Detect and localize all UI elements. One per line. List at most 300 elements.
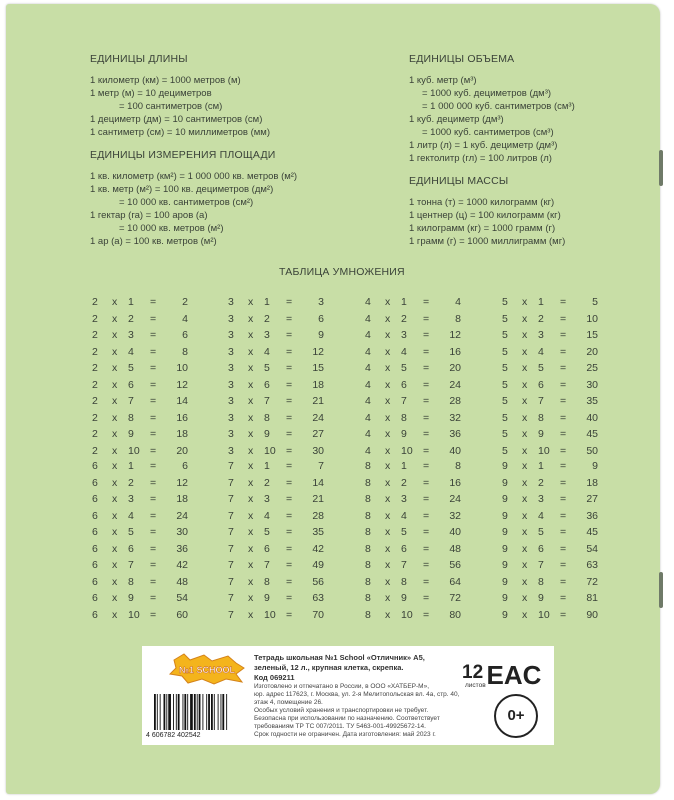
- equals-sign: =: [286, 493, 293, 505]
- multiplier: 10: [538, 608, 550, 621]
- area-line: 1 кв. метр (м²) = 100 кв. дециметров (дм²): [90, 184, 274, 195]
- product: 18: [586, 476, 598, 489]
- times-sign: x: [385, 526, 391, 538]
- product: 64: [449, 575, 461, 588]
- product: 28: [449, 395, 461, 407]
- times-sign: x: [385, 592, 391, 604]
- equals-sign: =: [423, 460, 430, 472]
- equals-sign: =: [286, 460, 293, 472]
- equals-sign: =: [560, 559, 567, 571]
- multiplicand: 3: [228, 411, 234, 424]
- times-sign: x: [385, 329, 391, 341]
- times-sign: x: [112, 493, 118, 505]
- product: 36: [586, 509, 598, 522]
- equals-sign: =: [423, 493, 430, 505]
- info-line: Безопасна при использовании по назначению. Соответствует: [254, 715, 440, 722]
- multiplicand: 6: [92, 592, 98, 604]
- multiplicand: 7: [228, 509, 234, 522]
- times-sign: x: [522, 509, 528, 522]
- mass-line: 1 грамм (г) = 1000 миллиграмм (мг): [409, 236, 566, 247]
- area-units-title: ЕДИНИЦЫ ИЗМЕРЕНИЯ ПЛОЩАДИ: [90, 149, 276, 161]
- multiplicand: 9: [502, 575, 508, 588]
- volume-line: 1 гектолитр (гл) = 100 литров (л): [409, 153, 552, 164]
- info-line: требованиям ТР ТС 007/2011. ТУ 5463-001-49925672-14.: [254, 723, 426, 730]
- multiplicand: 5: [502, 411, 508, 424]
- product: 14: [312, 476, 324, 489]
- multiplicand: 9: [502, 476, 508, 489]
- multiplier: 5: [401, 526, 407, 538]
- times-sign: x: [248, 329, 254, 341]
- times-sign: x: [112, 542, 118, 555]
- multiplier: 7: [401, 395, 407, 407]
- equals-sign: =: [150, 509, 157, 522]
- multiplicand: 7: [228, 575, 234, 588]
- multiplicand: 4: [365, 345, 371, 358]
- equals-sign: =: [560, 575, 567, 588]
- product: 30: [312, 444, 324, 457]
- equals-sign: =: [150, 329, 157, 341]
- product: 40: [449, 444, 461, 457]
- equals-sign: =: [423, 329, 430, 341]
- school-logo: [170, 654, 244, 684]
- multiplicand: 8: [365, 460, 371, 472]
- multiplier: 10: [401, 608, 413, 621]
- product: 6: [182, 329, 188, 341]
- multiplicand: 4: [365, 362, 371, 374]
- product: 42: [176, 559, 188, 571]
- multiplicand: 4: [365, 312, 371, 325]
- age-rating-badge: 0+: [494, 694, 538, 738]
- product: 45: [586, 428, 598, 440]
- times-sign: x: [248, 444, 254, 457]
- equals-sign: =: [286, 444, 293, 457]
- multiplier: 7: [128, 559, 134, 571]
- multiplier: 1: [128, 296, 134, 308]
- volume-line: = 1000 куб. дециметров (дм³): [422, 88, 552, 99]
- svg-text:EAC: EAC: [486, 660, 542, 690]
- multiplicand: 6: [92, 509, 98, 522]
- times-sign: x: [522, 526, 528, 538]
- multiplier: 5: [128, 526, 134, 538]
- product: 25: [586, 362, 598, 374]
- product: 80: [449, 608, 461, 621]
- equals-sign: =: [423, 592, 430, 604]
- multiplicand: 3: [228, 395, 234, 407]
- product: 45: [586, 526, 598, 538]
- equals-sign: =: [286, 378, 293, 391]
- staple-mark: [659, 572, 663, 608]
- multiplier: 2: [264, 312, 270, 325]
- times-sign: x: [248, 608, 254, 621]
- product: 24: [176, 509, 188, 522]
- times-sign: x: [522, 559, 528, 571]
- product: 12: [176, 476, 188, 489]
- length-line: = 100 сантиметров (см): [119, 101, 223, 112]
- times-sign: x: [385, 378, 391, 391]
- multiplier: 7: [538, 395, 544, 407]
- multiplicand: 9: [502, 559, 508, 571]
- length-line: 1 километр (км) = 1000 метров (м): [90, 75, 241, 86]
- product-name-line: Тетрадь школьная №1 School «Отличник» А5,: [254, 653, 425, 662]
- product: 42: [312, 542, 324, 555]
- svg-text:№1 SCHOOL: №1 SCHOOL: [178, 665, 236, 675]
- equals-sign: =: [560, 542, 567, 555]
- multiplicand: 2: [92, 444, 98, 457]
- times-sign: x: [112, 345, 118, 358]
- multiplicand: 7: [228, 608, 234, 621]
- times-sign: x: [248, 592, 254, 604]
- product: 18: [312, 378, 324, 391]
- product: 32: [449, 509, 461, 522]
- product: 8: [182, 345, 188, 358]
- equals-sign: =: [560, 296, 567, 308]
- multiplicand: 5: [502, 362, 508, 374]
- multiplicand: 7: [228, 460, 234, 472]
- multiplier: 6: [128, 542, 134, 555]
- multiplier: 10: [264, 444, 276, 457]
- equals-sign: =: [560, 526, 567, 538]
- times-sign: x: [248, 296, 254, 308]
- multiplier: 1: [401, 460, 407, 472]
- equals-sign: =: [423, 608, 430, 621]
- equals-sign: =: [560, 476, 567, 489]
- multiplicand: 4: [365, 411, 371, 424]
- multiplier: 4: [128, 509, 134, 522]
- multiplier: 2: [401, 476, 407, 489]
- product: 56: [449, 559, 461, 571]
- multiplier: 2: [128, 476, 134, 489]
- multiplier: 9: [264, 592, 270, 604]
- multiplier: 6: [264, 378, 270, 391]
- multiplier: 4: [538, 345, 544, 358]
- equals-sign: =: [286, 526, 293, 538]
- info-line: Особых условий хранения и транспортировки не требует.: [254, 707, 429, 714]
- times-sign: x: [248, 345, 254, 358]
- volume-line: = 1 000 000 куб. сантиметров (см³): [422, 101, 575, 112]
- product: 32: [449, 411, 461, 424]
- multiplier: 8: [128, 411, 134, 424]
- info-line: Изготовлено и отпечатано в России, в ООО «ХАТБЕР-М»,: [254, 683, 430, 690]
- equals-sign: =: [286, 296, 293, 308]
- product: 2: [182, 296, 188, 308]
- multiplier: 2: [264, 476, 270, 489]
- multiplier: 9: [264, 428, 270, 440]
- product: 48: [176, 575, 188, 588]
- times-sign: x: [112, 395, 118, 407]
- times-sign: x: [522, 460, 528, 472]
- product: 9: [592, 460, 598, 472]
- product: 16: [449, 476, 461, 489]
- equals-sign: =: [150, 575, 157, 588]
- multiplier: 2: [538, 476, 544, 489]
- equals-sign: =: [150, 460, 157, 472]
- product: 48: [449, 542, 461, 555]
- product: 21: [312, 395, 324, 407]
- length-line: 1 дециметр (дм) = 10 сантиметров (см): [90, 114, 263, 125]
- product: 35: [586, 395, 598, 407]
- product: 63: [586, 559, 598, 571]
- product: 30: [586, 378, 598, 391]
- multiplier: 1: [264, 296, 270, 308]
- multiplicand: 3: [228, 329, 234, 341]
- multiplier: 6: [401, 542, 407, 555]
- times-sign: x: [248, 559, 254, 571]
- times-sign: x: [522, 296, 528, 308]
- multiplier: 10: [128, 608, 140, 621]
- equals-sign: =: [150, 476, 157, 489]
- multiplier: 9: [401, 592, 407, 604]
- equals-sign: =: [560, 329, 567, 341]
- times-sign: x: [522, 329, 528, 341]
- equals-sign: =: [286, 575, 293, 588]
- multiplier: 8: [538, 411, 544, 424]
- equals-sign: =: [286, 509, 293, 522]
- equals-sign: =: [286, 312, 293, 325]
- multiplier: 1: [128, 460, 134, 472]
- times-sign: x: [112, 460, 118, 472]
- sheets-count: 12: [462, 662, 484, 683]
- equals-sign: =: [560, 460, 567, 472]
- multiplier: 8: [128, 575, 134, 588]
- times-sign: x: [248, 526, 254, 538]
- area-line: = 10 000 кв. метров (м²): [119, 223, 224, 234]
- multiplier: 9: [128, 428, 134, 440]
- times-sign: x: [112, 444, 118, 457]
- product: 36: [449, 428, 461, 440]
- multiplier: 9: [538, 428, 544, 440]
- times-sign: x: [112, 411, 118, 424]
- multiplicand: 8: [365, 476, 371, 489]
- multiplicand: 2: [92, 428, 98, 440]
- multiplicand: 6: [92, 460, 98, 472]
- multiplier: 7: [401, 559, 407, 571]
- multiplicand: 5: [502, 345, 508, 358]
- product: 16: [176, 411, 188, 424]
- times-sign: x: [112, 509, 118, 522]
- equals-sign: =: [286, 608, 293, 621]
- multiplier: 8: [538, 575, 544, 588]
- multiplier: 9: [401, 428, 407, 440]
- product: 35: [312, 526, 324, 538]
- equals-sign: =: [423, 575, 430, 588]
- sheets-label: листов: [465, 682, 486, 689]
- equals-sign: =: [423, 509, 430, 522]
- area-line: = 10 000 кв. сантиметров (см²): [119, 197, 254, 208]
- product: 7: [318, 460, 324, 472]
- info-line: этаж 4, помещение 26.: [254, 699, 323, 706]
- multiplicand: 4: [365, 329, 371, 341]
- multiplier: 8: [264, 575, 270, 588]
- times-sign: x: [385, 345, 391, 358]
- volume-line: 1 куб. метр (м³): [409, 75, 477, 86]
- multiplicand: 7: [228, 526, 234, 538]
- product: 72: [449, 592, 461, 604]
- product: 18: [176, 428, 188, 440]
- multiplicand: 3: [228, 296, 234, 308]
- multiplicand: 2: [92, 378, 98, 391]
- times-sign: x: [248, 575, 254, 588]
- multiplicand: 5: [502, 296, 508, 308]
- times-sign: x: [522, 312, 528, 325]
- equals-sign: =: [560, 362, 567, 374]
- equals-sign: =: [423, 345, 430, 358]
- product: 20: [176, 444, 188, 457]
- multiplier: 5: [264, 526, 270, 538]
- times-sign: x: [385, 460, 391, 472]
- multiplier: 7: [264, 395, 270, 407]
- barcode-digits: 4 606782 402542: [146, 732, 201, 739]
- barcode: [152, 694, 250, 732]
- times-sign: x: [112, 559, 118, 571]
- times-sign: x: [522, 493, 528, 505]
- equals-sign: =: [560, 444, 567, 457]
- equals-sign: =: [150, 362, 157, 374]
- equals-sign: =: [286, 345, 293, 358]
- multiplier: 3: [538, 329, 544, 341]
- equals-sign: =: [286, 559, 293, 571]
- times-sign: x: [248, 509, 254, 522]
- multiplicand: 6: [92, 608, 98, 621]
- equals-sign: =: [150, 428, 157, 440]
- times-sign: x: [385, 575, 391, 588]
- equals-sign: =: [423, 559, 430, 571]
- multiplicand: 9: [502, 460, 508, 472]
- times-sign: x: [248, 312, 254, 325]
- product: 28: [312, 509, 324, 522]
- product: 40: [586, 411, 598, 424]
- times-sign: x: [112, 608, 118, 621]
- equals-sign: =: [150, 296, 157, 308]
- times-sign: x: [248, 362, 254, 374]
- equals-sign: =: [150, 559, 157, 571]
- multiplier: 1: [538, 296, 544, 308]
- times-sign: x: [522, 345, 528, 358]
- product: 6: [318, 312, 324, 325]
- times-sign: x: [112, 362, 118, 374]
- product: 8: [455, 460, 461, 472]
- multiplier: 6: [538, 378, 544, 391]
- times-sign: x: [248, 378, 254, 391]
- multiplicand: 7: [228, 476, 234, 489]
- multiplicand: 2: [92, 362, 98, 374]
- equals-sign: =: [560, 345, 567, 358]
- equals-sign: =: [560, 395, 567, 407]
- multiplicand: 8: [365, 575, 371, 588]
- times-sign: x: [248, 428, 254, 440]
- multiplicand: 9: [502, 493, 508, 505]
- multiplier: 4: [401, 509, 407, 522]
- volume-line: 1 куб. дециметр (дм³): [409, 114, 504, 125]
- times-sign: x: [385, 608, 391, 621]
- product: 49: [312, 559, 324, 571]
- mass-line: 1 центнер (ц) = 100 килограмм (кг): [409, 210, 561, 221]
- product: 50: [586, 444, 598, 457]
- product: 30: [176, 526, 188, 538]
- equals-sign: =: [150, 493, 157, 505]
- times-sign: x: [112, 296, 118, 308]
- times-sign: x: [522, 444, 528, 457]
- times-sign: x: [385, 542, 391, 555]
- multiplier: 5: [401, 362, 407, 374]
- equals-sign: =: [423, 362, 430, 374]
- multiplicand: 4: [365, 378, 371, 391]
- equals-sign: =: [286, 592, 293, 604]
- times-sign: x: [522, 428, 528, 440]
- times-sign: x: [385, 559, 391, 571]
- eac-mark-icon: [486, 658, 542, 690]
- product: 15: [586, 329, 598, 341]
- multiplier: 8: [401, 575, 407, 588]
- times-sign: x: [112, 378, 118, 391]
- multiplier: 3: [128, 493, 134, 505]
- product: 27: [586, 493, 598, 505]
- product: 18: [176, 493, 188, 505]
- multiplier: 10: [264, 608, 276, 621]
- equals-sign: =: [286, 411, 293, 424]
- mass-line: 1 тонна (т) = 1000 килограмм (кг): [409, 197, 555, 208]
- times-sign: x: [248, 395, 254, 407]
- product: 54: [586, 542, 598, 555]
- multiplier: 3: [264, 493, 270, 505]
- multiplier: 4: [264, 345, 270, 358]
- equals-sign: =: [560, 312, 567, 325]
- multiplier: 6: [264, 542, 270, 555]
- volume-line: = 1000 куб. сантиметров (см³): [422, 127, 554, 138]
- equals-sign: =: [150, 411, 157, 424]
- product: 20: [449, 362, 461, 374]
- product: 24: [312, 411, 324, 424]
- multiplier: 1: [264, 460, 270, 472]
- times-sign: x: [385, 493, 391, 505]
- equals-sign: =: [423, 428, 430, 440]
- times-sign: x: [522, 476, 528, 489]
- multiplicand: 6: [92, 575, 98, 588]
- multiplicand: 6: [92, 526, 98, 538]
- multiplier: 6: [538, 542, 544, 555]
- times-sign: x: [112, 526, 118, 538]
- product: 10: [176, 362, 188, 374]
- equals-sign: =: [560, 411, 567, 424]
- info-line: юр. адрес 117623, г. Москва, ул. 2-я Мелитопольская вл. 4а, стр. 40,: [254, 691, 460, 698]
- equals-sign: =: [286, 329, 293, 341]
- multiplicand: 6: [92, 542, 98, 555]
- times-sign: x: [385, 476, 391, 489]
- equals-sign: =: [150, 526, 157, 538]
- times-sign: x: [248, 542, 254, 555]
- multiplier: 4: [128, 345, 134, 358]
- times-sign: x: [385, 395, 391, 407]
- product: 72: [586, 575, 598, 588]
- equals-sign: =: [150, 608, 157, 621]
- multiplicand: 3: [228, 378, 234, 391]
- equals-sign: =: [423, 542, 430, 555]
- multiplier: 1: [538, 460, 544, 472]
- multiplier: 3: [128, 329, 134, 341]
- mass-line: 1 килограмм (кг) = 1000 грамм (г): [409, 223, 556, 234]
- multiplicand: 2: [92, 296, 98, 308]
- times-sign: x: [385, 362, 391, 374]
- equals-sign: =: [423, 312, 430, 325]
- multiplier: 2: [128, 312, 134, 325]
- product: 27: [312, 428, 324, 440]
- multiplier: 9: [538, 592, 544, 604]
- length-units-title: ЕДИНИЦЫ ДЛИНЫ: [90, 53, 188, 65]
- multiplicand: 7: [228, 493, 234, 505]
- times-sign: x: [112, 312, 118, 325]
- multiplicand: 8: [365, 526, 371, 538]
- product: 15: [312, 362, 324, 374]
- multiplier: 3: [401, 493, 407, 505]
